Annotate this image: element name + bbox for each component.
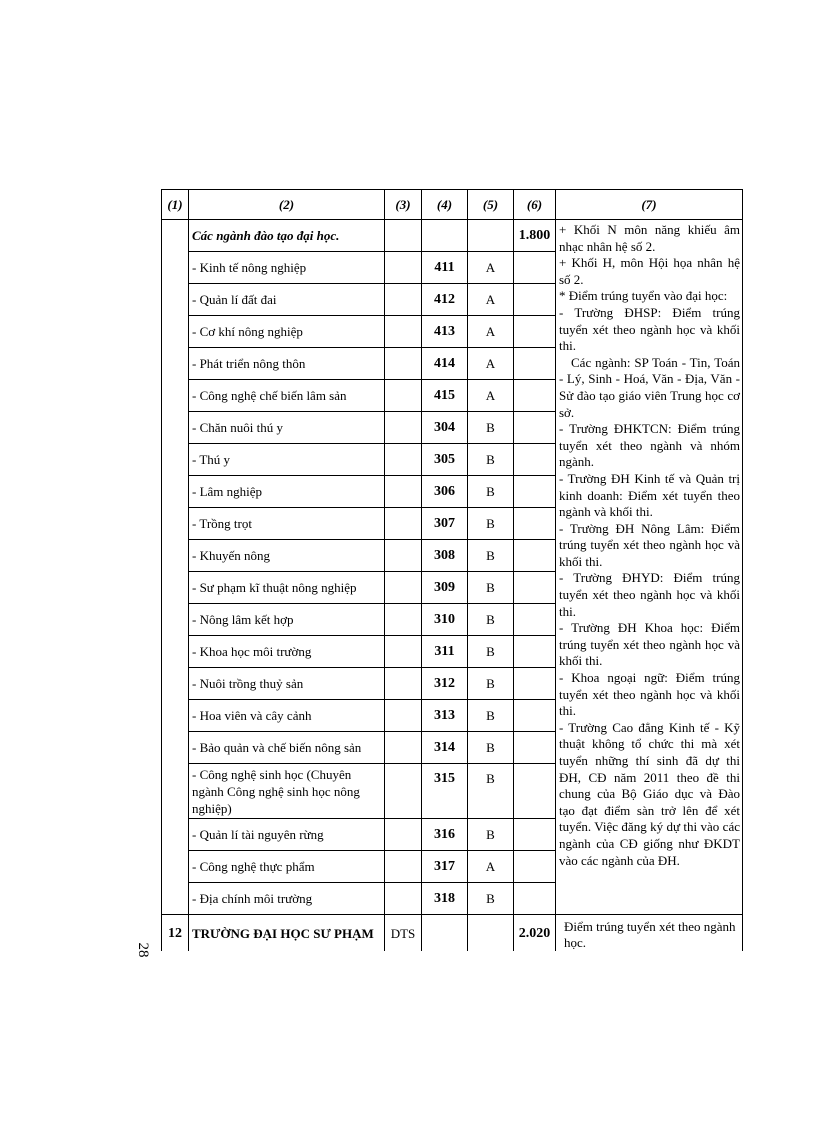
- school-code-cell: [385, 572, 422, 604]
- exam-block: B: [468, 668, 514, 700]
- admissions-table: [161, 189, 743, 951]
- school-code-cell: [385, 380, 422, 412]
- major-code: 312: [422, 668, 468, 700]
- note-line: - Trường Cao đẳng Kinh tế - Kỹ thuật không tổ chức thi mà xét tuyển những thí sinh đã dự thi ĐH, CĐ năm 2011 theo đề thi chung của Bộ Giáo dục và Đào tạo đạt điểm sàn trở lên để xét tuyển. Việc đăng ký dự thi vào các ngành của CĐ giống như ĐKDT vào các ngành của ĐH.: [559, 719, 740, 868]
- quota-cell: [514, 572, 556, 604]
- major-code: 304: [422, 412, 468, 444]
- quota-cell: [514, 883, 556, 915]
- exam-block: A: [468, 316, 514, 348]
- school-total: 2.020: [514, 915, 556, 952]
- school-major-code-cell: [422, 915, 468, 952]
- header-cell-2: (2): [189, 190, 385, 220]
- header-cell-6: (6): [514, 190, 556, 220]
- major-code: 318: [422, 883, 468, 915]
- quota-cell: [514, 851, 556, 883]
- header-cell-3: (3): [385, 190, 422, 220]
- school-code: DTS: [385, 915, 422, 952]
- major-code: 313: [422, 700, 468, 732]
- major-code: 307: [422, 508, 468, 540]
- major-name: - Thú y: [189, 444, 385, 476]
- school-code-cell: [385, 284, 422, 316]
- exam-block: B: [468, 572, 514, 604]
- school-code-cell: [385, 700, 422, 732]
- major-name: - Quản lí đất đai: [189, 284, 385, 316]
- school-code-cell: [385, 851, 422, 883]
- header-row: [162, 190, 743, 220]
- school-name: TRƯỜNG ĐẠI HỌC SƯ PHẠM: [189, 915, 385, 952]
- school-code-cell: [385, 252, 422, 284]
- major-code: 306: [422, 476, 468, 508]
- quota-cell: [514, 540, 556, 572]
- major-code: 316: [422, 819, 468, 851]
- school-code-cell: [385, 668, 422, 700]
- quota-cell: [514, 732, 556, 764]
- school-code-cell: [385, 412, 422, 444]
- major-name: - Cơ khí nông nghiệp: [189, 316, 385, 348]
- quota-cell: [514, 348, 556, 380]
- school-code-cell: [385, 636, 422, 668]
- major-name: - Phát triển nông thôn: [189, 348, 385, 380]
- exam-block: A: [468, 284, 514, 316]
- header-cell-5: (5): [468, 190, 514, 220]
- major-code: 311: [422, 636, 468, 668]
- quota-cell: [514, 252, 556, 284]
- exam-block: A: [468, 851, 514, 883]
- quota-cell: [514, 700, 556, 732]
- major-code: 315: [422, 764, 468, 819]
- header-cell-4: (4): [422, 190, 468, 220]
- school-code-cell: [385, 348, 422, 380]
- school-code-cell: [385, 444, 422, 476]
- major-name: - Công nghệ chế biến lâm sản: [189, 380, 385, 412]
- header-cell-7: (7): [556, 190, 743, 220]
- major-name: - Lâm nghiệp: [189, 476, 385, 508]
- note-line: - Trường ĐHYD: Điểm trúng tuyển xét theo ngành học và khối thi.: [559, 570, 740, 619]
- quota-cell: [514, 819, 556, 851]
- school-code-cell: [385, 764, 422, 819]
- quota-cell: [514, 380, 556, 412]
- quota-cell: [514, 284, 556, 316]
- note-line: - Trường ĐH Nông Lâm: Điểm trúng tuyển xét theo ngành học và khối thi.: [559, 520, 740, 569]
- section-title: Các ngành đào tạo đại học.: [189, 220, 385, 252]
- major-name: - Quản lí tài nguyên rừng: [189, 819, 385, 851]
- school-note: Điểm trúng tuyển xét theo ngành học.: [556, 915, 743, 952]
- exam-block: B: [468, 476, 514, 508]
- note-line: - Trường ĐHKTCN: Điểm trúng tuyển xét theo ngành và nhóm ngành.: [559, 421, 740, 470]
- school-index: 12: [162, 915, 189, 952]
- exam-block: B: [468, 700, 514, 732]
- major-code: 317: [422, 851, 468, 883]
- major-code: 309: [422, 572, 468, 604]
- exam-block: B: [468, 540, 514, 572]
- exam-block: B: [468, 636, 514, 668]
- note-line: * Điểm trúng tuyển vào đại học:: [559, 288, 728, 304]
- section-row: [162, 220, 743, 252]
- major-name: - Địa chính môi trường: [189, 883, 385, 915]
- section-block-cell: [468, 220, 514, 252]
- major-code: 414: [422, 348, 468, 380]
- major-name: - Bảo quản và chế biến nông sản: [189, 732, 385, 764]
- exam-block: A: [468, 348, 514, 380]
- exam-block: B: [468, 732, 514, 764]
- exam-block: A: [468, 252, 514, 284]
- note-line: - Trường ĐHSP: Điểm trúng tuyển xét theo ngành học và khối thi.: [559, 304, 740, 354]
- major-code: 305: [422, 444, 468, 476]
- major-name: - Khoa học môi trường: [189, 636, 385, 668]
- quota-cell: [514, 412, 556, 444]
- quota-cell: [514, 316, 556, 348]
- major-code: 413: [422, 316, 468, 348]
- note-line: - Trường ĐH Khoa học: Điểm trúng tuyển xét theo ngành học và khối thi.: [559, 620, 740, 669]
- exam-block: B: [468, 412, 514, 444]
- major-code: 310: [422, 604, 468, 636]
- header-cell-1: (1): [162, 190, 189, 220]
- quota-cell: [514, 604, 556, 636]
- page-number: 28: [135, 942, 151, 958]
- quota-cell: [514, 668, 556, 700]
- exam-block: B: [468, 604, 514, 636]
- major-name: - Chăn nuôi thú y: [189, 412, 385, 444]
- school-code-cell: [385, 732, 422, 764]
- section-total: 1.800: [514, 220, 556, 252]
- school-code-cell: [385, 883, 422, 915]
- note-line: - Khoa ngoại ngữ: Điểm trúng tuyển xét theo ngành học và khối thi.: [559, 670, 740, 719]
- note-line: Các ngành: SP Toán - Tin, Toán - Lý, Sinh - Hoá, Văn - Địa, Văn - Sử đào tạo giáo viên Trung học cơ sở.: [559, 354, 740, 420]
- quota-cell: [514, 636, 556, 668]
- note-line: + Khối H, môn Hội họa nhân hệ số 2.: [559, 255, 740, 287]
- major-code: 412: [422, 284, 468, 316]
- exam-block: B: [468, 819, 514, 851]
- school-block-cell: [468, 915, 514, 952]
- note-line: - Trường ĐH Kinh tế và Quản trị kinh doanh: Điểm xét tuyển theo ngành và khối thi.: [559, 470, 740, 520]
- exam-block: B: [468, 764, 514, 819]
- notes-cell: [556, 220, 743, 915]
- major-name: - Sư phạm kĩ thuật nông nghiệp: [189, 572, 385, 604]
- major-name: - Hoa viên và cây cảnh: [189, 700, 385, 732]
- school-code-cell: [385, 604, 422, 636]
- quota-cell: [514, 508, 556, 540]
- major-code: 415: [422, 380, 468, 412]
- school-code-cell: [385, 476, 422, 508]
- school-code-cell: [385, 316, 422, 348]
- quota-cell: [514, 764, 556, 819]
- major-name: - Nông lâm kết hợp: [189, 604, 385, 636]
- major-name: - Công nghệ sinh học (Chuyên ngành Công nghệ sinh học nông nghiệp): [189, 764, 385, 819]
- quota-cell: [514, 476, 556, 508]
- exam-block: B: [468, 444, 514, 476]
- major-name: - Công nghệ thực phẩm: [189, 851, 385, 883]
- exam-block: B: [468, 508, 514, 540]
- major-name: - Khuyến nông: [189, 540, 385, 572]
- school-code-cell: [385, 508, 422, 540]
- major-code: 314: [422, 732, 468, 764]
- school-row: [162, 915, 743, 952]
- school-code-cell: [385, 540, 422, 572]
- school-code-cell: [385, 819, 422, 851]
- major-name: - Kinh tế nông nghiệp: [189, 252, 385, 284]
- major-name: - Nuôi trồng thuỷ sản: [189, 668, 385, 700]
- section-code-cell: [385, 220, 422, 252]
- quota-cell: [514, 444, 556, 476]
- major-code: 308: [422, 540, 468, 572]
- index-cell: [162, 220, 189, 915]
- exam-block: B: [468, 883, 514, 915]
- exam-block: A: [468, 380, 514, 412]
- major-code: 411: [422, 252, 468, 284]
- note-line: + Khối N môn năng khiếu âm nhạc nhân hệ số 2.: [559, 222, 740, 254]
- major-name: - Trồng trọt: [189, 508, 385, 540]
- section-major-code-cell: [422, 220, 468, 252]
